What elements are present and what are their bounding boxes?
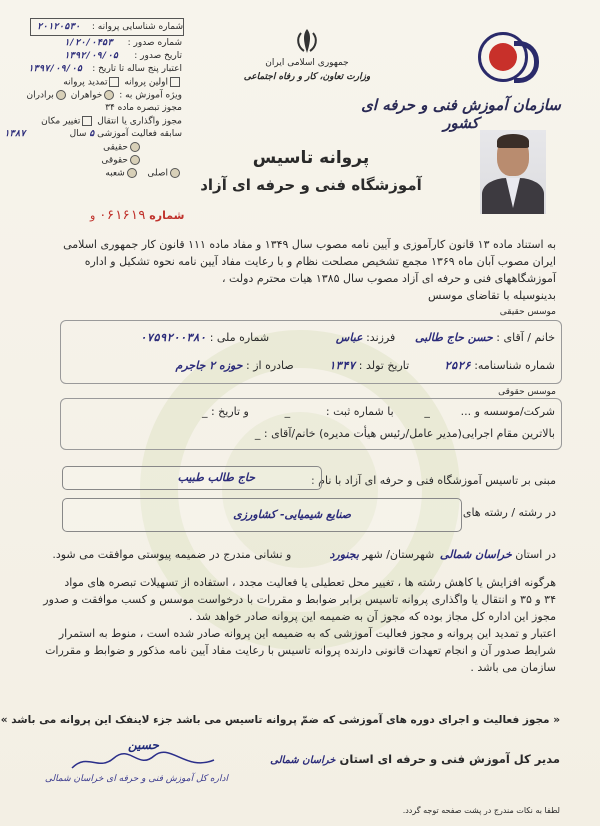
- reg-value: _: [284, 405, 291, 418]
- body-line: شرایط صدور آن و انجام تعهدات قانونی دارنده پروانه تاسیس با رعایت مفاد آیین نامه مذکور و ضوابط و مقررات: [45, 644, 556, 657]
- change-place-checkbox: [82, 116, 92, 126]
- body-line: هرگونه افزایش یا کاهش رشته ها ، تغییر محل تعطیلی یا فعالیت مجدد ، استفاده از تسهیلات تبصره های مواد: [64, 576, 556, 589]
- founder-photo: [480, 130, 546, 214]
- special-label: ویژه آموزش به :: [119, 90, 182, 101]
- city-label: شهرستان/ شهر: [362, 548, 435, 561]
- company-row: [202, 405, 555, 418]
- issued-value: حوزه ۲ جاجرم: [175, 359, 243, 372]
- body-line: ۳۴ و ۳۵ و انتقال یا واگذاری پروانه تاسیس برابر ضوابط و مقررات با درخواست موسس و کسب موافقت و صدور: [43, 593, 556, 606]
- license-id-label: شماره شناسایی پروانه :: [91, 22, 183, 32]
- branch-label: شعبه: [105, 168, 125, 179]
- renewal-label: تمدید پروانه: [63, 77, 108, 88]
- id-no-label: شماره شناسنامه:: [474, 359, 555, 372]
- serial-value: ۰۶۱۶۱۹: [98, 208, 146, 223]
- brothers-radio: [56, 90, 66, 100]
- real-founder-section: [60, 320, 562, 384]
- main-radio: [170, 168, 180, 178]
- signature-title-row: [270, 752, 560, 766]
- province-value: خراسان شمالی: [439, 548, 512, 561]
- real-label: حقیقی: [103, 142, 128, 153]
- national-id-value: ۰۷۵۹۲۰۰۳۸۰: [139, 331, 207, 344]
- official-stamp: [44, 736, 228, 806]
- branch-radio: [127, 168, 137, 178]
- issue-no-label: شماره صدور :: [127, 38, 182, 48]
- field-label: در رشته / رشته های: [462, 506, 556, 519]
- issue-date-value: ۱۳۹۲/۰۹/۰۵: [64, 51, 119, 61]
- intro-line: بدینوسیله با تقاضای موسس: [428, 289, 556, 302]
- history-year-value: ۱۳۸۷: [4, 129, 26, 139]
- intro-paragraph: [34, 236, 556, 304]
- body-line: اعتبار و تمدید این پروانه و مجوز فعالیت آموزشی که به ضمیمه این پروانه صادر شده است ، منوط به استمرار: [58, 627, 556, 640]
- signature-province: خراسان شمالی: [270, 755, 336, 766]
- article34-label: مجوز تبصره ماده ۳۴: [105, 103, 182, 113]
- main-label: اصلی: [147, 168, 168, 179]
- history-label: سابقه فعالیت آموزشی: [97, 129, 182, 139]
- institute-name-label: مبنی بر تاسیس آموزشگاه فنی و حرفه ای آزاد با نام :: [310, 474, 556, 487]
- conditions-paragraph: [34, 574, 556, 676]
- signature-title: مدیر کل آموزش فنی و حرفه ای استان: [339, 752, 560, 766]
- address-label: و نشانی مندرج در ضمیمه پیوستی موافقت می شود.: [52, 548, 292, 561]
- real-founder-section-label: موسس حقیقی: [499, 307, 556, 317]
- info-box: [4, 38, 182, 181]
- real-radio: [130, 142, 140, 152]
- institute-name-value: حاج طالب طبیب: [177, 471, 255, 484]
- first-license-checkbox: [170, 77, 180, 87]
- issued-label: صادره از :: [246, 359, 294, 372]
- change-place-label: تغییر مکان: [41, 116, 81, 127]
- company-label: شرکت/موسسه و ...: [460, 405, 555, 418]
- legal-label: حقوقی: [101, 155, 128, 166]
- legal-founder-section: [60, 398, 562, 450]
- national-id-label: شماره ملی :: [209, 331, 270, 344]
- manager-row: [255, 427, 555, 440]
- page-subtitle: آموزشگاه فنی و حرفه ای آزاد: [200, 176, 422, 194]
- signer-name: حسین: [128, 738, 159, 752]
- date-label: و تاریخ :: [210, 405, 249, 418]
- sisters-label: خواهران: [70, 90, 103, 101]
- sisters-radio: [104, 90, 114, 100]
- notice-text: « مجوز فعالیت و اجرای دوره های آموزشی که ضمّ پروانه تاسیس می باشد جزء لاینفک این پروانه می باشد »: [0, 714, 560, 726]
- body-line: سازمان می باشد .: [470, 661, 556, 674]
- manager-value: _: [254, 427, 261, 440]
- serial-label: شماره: [149, 209, 185, 222]
- birth-label: تاریخ تولد :: [358, 359, 410, 372]
- date-value: _: [201, 405, 208, 418]
- name-label: خانم / آقای :: [496, 331, 555, 344]
- org-name: سازمان آموزش فنی و حرفه ای کشور: [361, 96, 561, 132]
- history-years: ۵: [89, 129, 95, 139]
- intro-line: آموزشگاههای فنی و حرفه ای آزاد مصوب سال ۱۳۸۵ هیات محترم دولت ،: [221, 272, 556, 285]
- location-row: [52, 548, 556, 561]
- iran-emblem-icon: [292, 26, 322, 56]
- id-no-value: ۲۵۲۶: [444, 359, 471, 372]
- stamp-text: اداره کل آموزش فنی و حرفه ای خراسان شمالی: [44, 774, 228, 784]
- intro-line: به استناد ماده ۱۳ قانون کارآموزی و آیین نامه مصوب سال ۱۳۴۹ و مفاد ماده ۱۱۱ قانون کار جمهوری اسلامی: [63, 238, 556, 251]
- signature-scribble-icon: [68, 750, 218, 774]
- validity-value: ۱۳۹۷/۰۹/۰۵: [28, 64, 83, 74]
- brothers-label: برادران: [26, 90, 54, 101]
- field-value: صنایع شیمیایی- کشاورزی: [233, 508, 351, 521]
- legal-founder-section-label: موسس حقوقی: [498, 387, 556, 397]
- serial-prefix: و: [90, 209, 96, 222]
- footnote: لطفا به نکات مندرج در پشت صفحه توجه گردد.: [402, 806, 560, 815]
- ministry-label: وزارت تعاون، کار و رفاه اجتماعی: [243, 72, 371, 82]
- id-row: [176, 359, 555, 372]
- year-label: سال: [69, 129, 87, 139]
- manager-label: بالاترین مقام اجرایی(مدیر عامل/رئیس هیأت مدیره) خانم/آقای :: [263, 427, 555, 440]
- transfer-label: مجوز واگذاری یا انتقال: [97, 116, 182, 127]
- issue-no-value: ۱/۲۰/۰۴۵۳: [64, 38, 113, 48]
- renewal-checkbox: [109, 77, 119, 87]
- field-box: [62, 498, 462, 532]
- child-of-value: عباس: [335, 331, 363, 344]
- body-line: مجوز این اداره کل مجاز بوده که مجوز آن به ضمیمه این پروانه صادر خواهد شد .: [188, 610, 556, 623]
- organization-logo-icon: [478, 32, 528, 82]
- intro-line: ایران مصوب آبان ماه ۱۳۶۹ مجمع تشخیص مصلحت نظام و با رعایت مفاد آیین نامه نحوه تشکیل و اداره: [84, 255, 556, 268]
- issue-date-label: تاریخ صدور :: [134, 51, 182, 61]
- company-value: _: [424, 405, 430, 418]
- city-value: بجنورد: [329, 548, 359, 561]
- license-id-value: ۲۰۱۲۰۵۳۰: [37, 22, 81, 32]
- legal-radio: [130, 155, 140, 165]
- name-row: [110, 331, 555, 344]
- reg-label: با شماره ثبت :: [325, 405, 394, 418]
- serial-number: [90, 208, 184, 223]
- validity-label: اعتبار پنج ساله تا تاریخ :: [92, 64, 182, 74]
- institute-name-box: [62, 466, 322, 490]
- name-value: حسن حاج طالبی: [414, 331, 493, 344]
- province-label: در استان: [515, 548, 556, 561]
- first-license-label: اولین پروانه: [124, 77, 168, 88]
- child-of-label: فرزند:: [366, 331, 396, 344]
- license-id-box: [30, 18, 184, 36]
- republic-label: جمهوری اسلامی ایران: [265, 58, 349, 68]
- page-title: پروانه تاسیس: [252, 148, 370, 168]
- birth-value: ۱۳۴۷: [328, 359, 356, 372]
